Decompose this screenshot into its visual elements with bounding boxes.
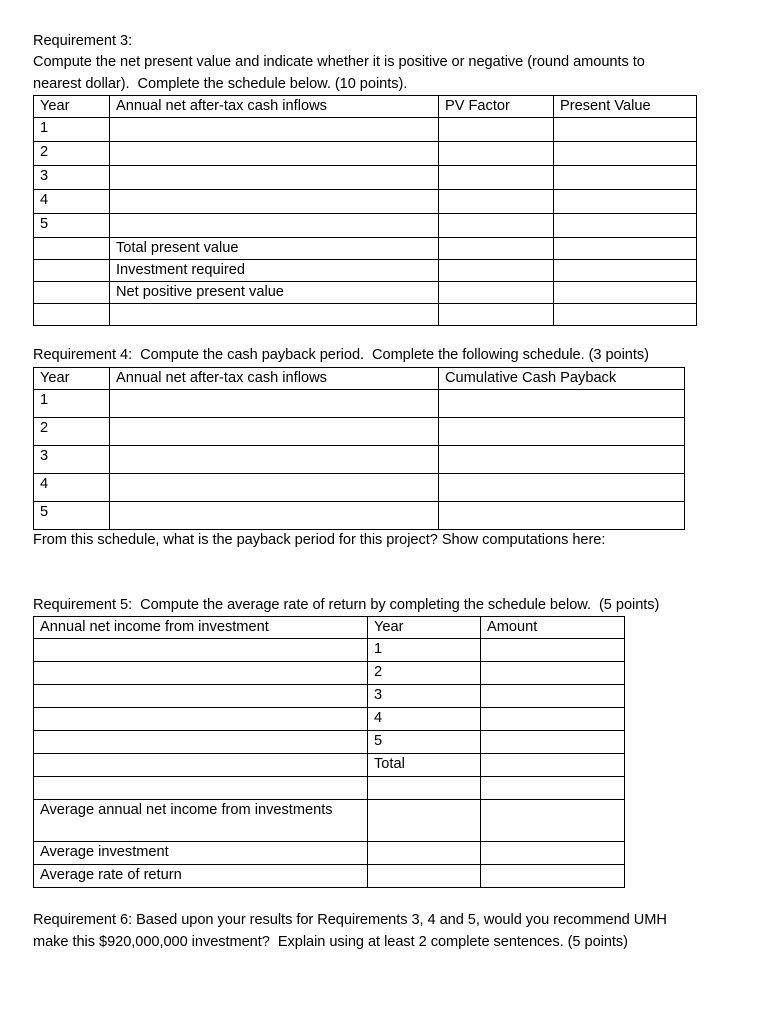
present-value-cell[interactable] <box>554 142 697 166</box>
present-value-cell[interactable] <box>554 238 697 260</box>
amount-cell[interactable] <box>481 800 625 842</box>
requirement-3-heading: Requirement 3: <box>33 33 133 49</box>
pv-factor-cell[interactable] <box>439 304 554 326</box>
table-row <box>34 190 697 214</box>
pv-factor-cell[interactable] <box>439 260 554 282</box>
cumulative-payback-cell[interactable] <box>439 473 685 501</box>
year-label: 5 <box>34 214 110 238</box>
year-cell-empty[interactable] <box>34 304 110 326</box>
cash-inflow-cell[interactable] <box>110 417 439 445</box>
table-row-average-investment <box>34 842 625 865</box>
cash-inflow-cell[interactable] <box>110 214 439 238</box>
description-cell[interactable] <box>34 685 368 708</box>
row-label-average-rate-of-return: Average rate of return <box>34 865 368 888</box>
year-cell-empty[interactable] <box>34 282 110 304</box>
table-row <box>34 389 685 417</box>
requirement-4-payback-table <box>33 367 685 530</box>
present-value-cell[interactable] <box>554 118 697 142</box>
table-header-row <box>34 96 697 118</box>
cumulative-payback-cell[interactable] <box>439 501 685 529</box>
amount-cell[interactable] <box>481 754 625 777</box>
description-cell[interactable] <box>34 662 368 685</box>
year-label: 1 <box>368 639 481 662</box>
cash-inflow-cell[interactable] <box>110 190 439 214</box>
cumulative-payback-cell[interactable] <box>439 417 685 445</box>
amount-cell[interactable] <box>481 731 625 754</box>
table-row <box>34 417 685 445</box>
requirement-6-line-2: make this $920,000,000 investment? Explain using at least 2 complete sentences. (5 points) <box>33 933 628 950</box>
description-cell[interactable] <box>34 777 368 800</box>
year-cell-empty[interactable] <box>368 865 481 888</box>
amount-cell[interactable] <box>481 685 625 708</box>
amount-cell[interactable] <box>481 639 625 662</box>
table-row <box>34 662 625 685</box>
row-label-net-positive-present-value: Net positive present value <box>110 282 439 304</box>
pv-factor-cell[interactable] <box>439 166 554 190</box>
present-value-cell[interactable] <box>554 282 697 304</box>
blank-label-cell[interactable] <box>110 304 439 326</box>
table-row-average-annual-net-income <box>34 800 625 842</box>
year-cell-empty[interactable] <box>368 800 481 842</box>
amount-cell[interactable] <box>481 842 625 865</box>
table-row <box>34 639 625 662</box>
table-row-net-positive-present-value <box>34 282 697 304</box>
table-row-blank <box>34 777 625 800</box>
description-cell[interactable] <box>34 639 368 662</box>
year-label: 2 <box>368 662 481 685</box>
description-cell[interactable] <box>34 731 368 754</box>
table-row-average-rate-of-return <box>34 865 625 888</box>
column-header-amount: Amount <box>481 617 625 639</box>
cash-inflow-cell[interactable] <box>110 118 439 142</box>
table-row-total-present-value <box>34 238 697 260</box>
table-row-blank <box>34 304 697 326</box>
year-label: 4 <box>34 473 110 501</box>
amount-cell[interactable] <box>481 865 625 888</box>
description-cell[interactable] <box>34 754 368 777</box>
year-label: 3 <box>368 685 481 708</box>
column-header-year: Year <box>34 96 110 118</box>
amount-cell[interactable] <box>481 662 625 685</box>
cumulative-payback-cell[interactable] <box>439 445 685 473</box>
table-row <box>34 445 685 473</box>
requirement-3-npv-table <box>33 95 697 326</box>
year-cell-empty[interactable] <box>34 238 110 260</box>
present-value-cell[interactable] <box>554 166 697 190</box>
table-row <box>34 685 625 708</box>
year-label: 2 <box>34 417 110 445</box>
requirement-3-instructions-line-1: Compute the net present value and indicate whether it is positive or negative (round amounts to <box>33 54 645 71</box>
column-header-annual-net-income: Annual net income from investment <box>34 617 368 639</box>
present-value-cell[interactable] <box>554 304 697 326</box>
table-row <box>34 118 697 142</box>
present-value-cell[interactable] <box>554 214 697 238</box>
year-label: 2 <box>34 142 110 166</box>
table-row-investment-required <box>34 260 697 282</box>
column-header-year: Year <box>368 617 481 639</box>
year-label: 5 <box>34 501 110 529</box>
row-label-total-present-value: Total present value <box>110 238 439 260</box>
row-label-total: Total <box>368 754 481 777</box>
year-cell-empty[interactable] <box>368 777 481 800</box>
requirement-4-followup-question: From this schedule, what is the payback period for this project? Show computations here: <box>33 531 606 548</box>
cash-inflow-cell[interactable] <box>110 501 439 529</box>
column-header-present-value: Present Value <box>554 96 697 118</box>
year-label: 3 <box>34 445 110 473</box>
year-cell-empty[interactable] <box>34 260 110 282</box>
amount-cell[interactable] <box>481 777 625 800</box>
requirement-5-average-rate-of-return-table <box>33 616 625 888</box>
row-label-average-annual-net-income: Average annual net income from investments <box>34 800 368 842</box>
column-header-cash-inflows: Annual net after-tax cash inflows <box>110 367 439 389</box>
table-row-total <box>34 754 625 777</box>
year-label: 4 <box>368 708 481 731</box>
pv-factor-cell[interactable] <box>439 118 554 142</box>
pv-factor-cell[interactable] <box>439 238 554 260</box>
cumulative-payback-cell[interactable] <box>439 389 685 417</box>
year-label: 1 <box>34 389 110 417</box>
row-label-investment-required: Investment required <box>110 260 439 282</box>
description-cell[interactable] <box>34 708 368 731</box>
pv-factor-cell[interactable] <box>439 282 554 304</box>
year-label: 5 <box>368 731 481 754</box>
document-content <box>33 31 751 953</box>
requirement-6-line-1: Requirement 6: Based upon your results for Requirements 3, 4 and 5, would you recommend UMH <box>33 912 667 929</box>
column-header-cash-inflows: Annual net after-tax cash inflows <box>110 96 439 118</box>
cash-inflow-cell[interactable] <box>110 473 439 501</box>
requirement-4-instructions: Requirement 4: Compute the cash payback period. Complete the following schedule. (3 points) <box>33 347 649 364</box>
table-row <box>34 501 685 529</box>
cash-inflow-cell[interactable] <box>110 445 439 473</box>
table-row <box>34 142 697 166</box>
table-header-row <box>34 367 685 389</box>
present-value-cell[interactable] <box>554 190 697 214</box>
pv-factor-cell[interactable] <box>439 190 554 214</box>
table-row <box>34 473 685 501</box>
column-header-cumulative-cash-payback: Cumulative Cash Payback <box>439 367 685 389</box>
column-header-pv-factor: PV Factor <box>439 96 554 118</box>
cash-inflow-cell[interactable] <box>110 389 439 417</box>
year-cell-empty[interactable] <box>368 842 481 865</box>
table-row <box>34 166 697 190</box>
requirement-3-instructions-line-2: nearest dollar). Complete the schedule below. (10 points). <box>33 75 408 92</box>
pv-factor-cell[interactable] <box>439 214 554 238</box>
year-label: 3 <box>34 166 110 190</box>
cash-inflow-cell[interactable] <box>110 142 439 166</box>
amount-cell[interactable] <box>481 708 625 731</box>
year-label: 1 <box>34 118 110 142</box>
requirement-5-instructions: Requirement 5: Compute the average rate of return by completing the schedule below. (5 points) <box>33 597 660 614</box>
table-row <box>34 708 625 731</box>
table-row <box>34 731 625 754</box>
table-header-row <box>34 617 625 639</box>
row-label-average-investment: Average investment <box>34 842 368 865</box>
table-row <box>34 214 697 238</box>
column-header-year: Year <box>34 367 110 389</box>
cash-inflow-cell[interactable] <box>110 166 439 190</box>
pv-factor-cell[interactable] <box>439 142 554 166</box>
year-label: 4 <box>34 190 110 214</box>
present-value-cell[interactable] <box>554 260 697 282</box>
